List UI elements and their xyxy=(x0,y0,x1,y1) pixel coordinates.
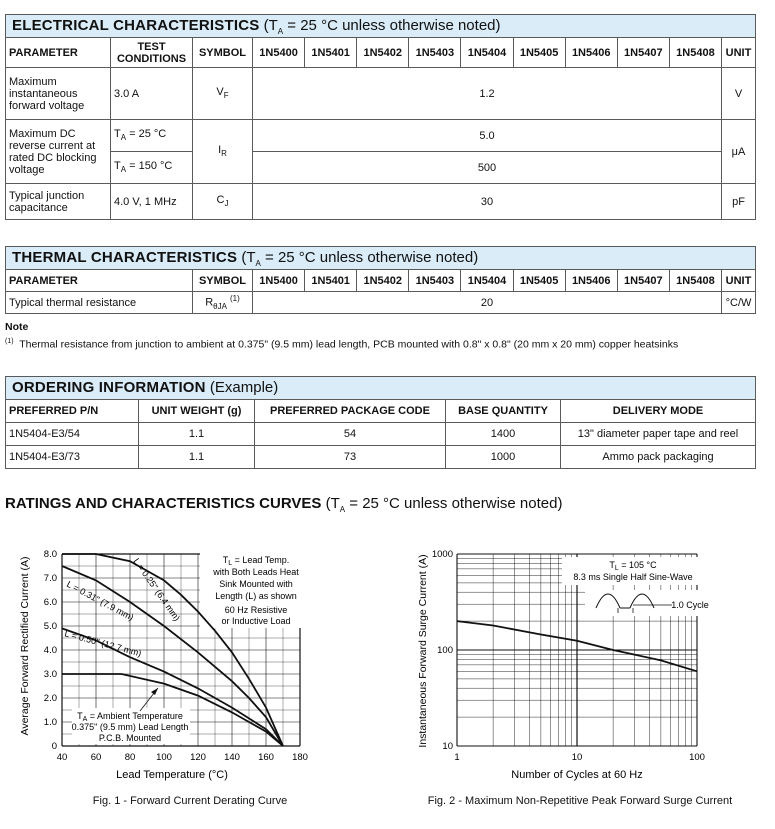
fig1-curve-label-025: L = 0.25" (6.4 mm) xyxy=(131,556,183,623)
cell-pn: 1N5404-E3/54 xyxy=(6,423,139,446)
fig1-ytick-label: 3.0 xyxy=(43,669,57,680)
row-symbol: $V_F$ xyxy=(193,68,253,120)
fig1-xtick-label: 40 xyxy=(56,752,68,763)
col-unit: UNIT xyxy=(722,270,756,292)
ordering-title: ORDERING INFORMATION xyxy=(12,379,206,396)
col-part: 1N5401 xyxy=(305,38,357,68)
fig2-xtick-label: 10 xyxy=(571,752,583,763)
thermal-title: THERMAL CHARACTERISTICS xyxy=(12,249,238,266)
svg-text:Sink Mounted with: Sink Mounted with xyxy=(219,579,293,589)
fig2-ytick-label: 1000 xyxy=(431,549,453,560)
row-unit: μA xyxy=(722,120,756,184)
fig2-ytick-label: 10 xyxy=(442,741,453,752)
ordering-subtitle: (Example) xyxy=(209,379,279,396)
fig2-annotation xyxy=(562,557,710,616)
row-unit: °C/W xyxy=(722,292,756,314)
fig1-ytick-label: 4.0 xyxy=(43,645,57,656)
cell-delivery-mode: 13" diameter paper tape and reel xyxy=(561,423,756,446)
cell-pn: 1N5404-E3/73 xyxy=(6,446,139,469)
col-part: 1N5402 xyxy=(357,38,409,68)
row-value: 20 xyxy=(253,292,722,314)
fig1-xtick-label: 160 xyxy=(258,752,274,763)
fig1-xtick-label: 60 xyxy=(90,752,102,763)
row-unit: V xyxy=(722,68,756,120)
thermal-table xyxy=(5,269,756,314)
col-part: 1N5401 xyxy=(305,270,357,292)
col-package-code: PREFERRED PACKAGE CODE xyxy=(255,400,446,423)
fig1-arrowhead xyxy=(151,688,158,695)
svg-text:1.0 Cycle: 1.0 Cycle xyxy=(671,600,709,610)
fig1-xtick-label: 80 xyxy=(124,752,136,763)
fig1-xtick-label: 100 xyxy=(156,752,172,763)
row-value: 500 xyxy=(253,152,722,184)
table-row xyxy=(6,446,756,469)
electrical-characteristics-section xyxy=(5,14,756,220)
col-symbol: SYMBOL xyxy=(193,270,253,292)
col-part: 1N5400 xyxy=(253,38,305,68)
note-label: Note xyxy=(5,321,29,333)
col-symbol: SYMBOL xyxy=(193,38,253,68)
fig1-ytick-label: 0 xyxy=(51,741,57,752)
row-param: Maximum DC reverse current at rated DC blocking voltage xyxy=(6,120,111,184)
fig1-ytick-label: 7.0 xyxy=(43,573,57,584)
svg-text:TA = Ambient Temperature: $T_A$ = Ambient Temperature xyxy=(77,711,183,723)
col-part: 1N5408 xyxy=(669,38,721,68)
thermal-header-row xyxy=(6,270,756,292)
col-base-quantity: BASE QUANTITY xyxy=(446,400,561,423)
fig2-xtick-label: 1 xyxy=(454,752,460,763)
row-test: 4.0 V, 1 MHz xyxy=(111,184,193,220)
fig1-ylabel: Average Forward Rectified Current (A) xyxy=(19,556,31,736)
col-part: 1N5406 xyxy=(565,38,617,68)
col-part: 1N5400 xyxy=(253,270,305,292)
svg-text:P.C.B. Mounted: P.C.B. Mounted xyxy=(98,733,162,743)
svg-text:60 Hz Resistive: 60 Hz Resistive xyxy=(224,605,288,615)
table-row xyxy=(6,292,756,314)
row-value: 5.0 xyxy=(253,120,722,152)
fig1-curve-label-031: L = 0.31" (7.9 mm) xyxy=(65,578,136,623)
cell-base-quantity: 1400 xyxy=(446,423,561,446)
electrical-header xyxy=(5,14,756,37)
row-symbol: $I_R$ xyxy=(193,120,253,184)
table-row xyxy=(6,152,756,184)
col-part: 1N5404 xyxy=(461,38,513,68)
thermal-conditions: ($T_A = 25$ °C unless otherwise noted) xyxy=(241,249,479,268)
table-row xyxy=(6,68,756,120)
ordering-header xyxy=(5,376,756,399)
row-test: $T_A = 150$ °C xyxy=(111,152,193,184)
col-part: 1N5405 xyxy=(513,270,565,292)
ordering-information-section xyxy=(5,376,756,469)
row-param: Maximum instantaneous forward voltage xyxy=(6,68,111,120)
curves-title: RATINGS AND CHARACTERISTICS CURVES ($T_A = 25$ °C unless otherwise noted) xyxy=(5,495,563,514)
row-param: Typical thermal resistance xyxy=(6,292,193,314)
row-value: 30 xyxy=(253,184,722,220)
fig1-xlabel: Lead Temperature (°C) xyxy=(116,769,228,781)
fig1-xtick-label: 140 xyxy=(224,752,240,763)
col-delivery-mode: DELIVERY MODE xyxy=(561,400,756,423)
svg-text:or Inductive Load: or Inductive Load xyxy=(221,616,291,626)
fig2-xlabel: Number of Cycles at 60 Hz xyxy=(511,769,643,781)
fig2-ylabel: Instantaneous Forward Surge Current (A) xyxy=(417,554,429,748)
fig2-surge-chart xyxy=(400,540,775,790)
col-part: 1N5406 xyxy=(565,270,617,292)
svg-text:0.375" (9.5 mm) Lead Length: 0.375" (9.5 mm) Lead Length xyxy=(71,722,189,732)
row-param: Typical junction capacitance xyxy=(6,184,111,220)
row-test: 3.0 A xyxy=(111,68,193,120)
ordering-table xyxy=(5,399,756,469)
fig1-ytick-label: 2.0 xyxy=(43,693,57,704)
fig1-caption: Fig. 1 - Forward Current Derating Curve xyxy=(92,795,288,807)
col-part: 1N5404 xyxy=(461,270,513,292)
col-unit: UNIT xyxy=(722,38,756,68)
fig1-xtick-label: 180 xyxy=(292,752,308,763)
row-test: $T_A = 25$ °C xyxy=(111,120,193,152)
fig1-ytick-label: 1.0 xyxy=(43,717,57,728)
col-test-conditions: TEST CONDITIONS xyxy=(111,38,193,68)
fig1-xtick-label: 120 xyxy=(190,752,206,763)
note-text: $^{(1)}$ Thermal resistance from junction to ambient at 0.375" (9.5 mm) lead length, PCB mounted with 0.8" x 0.8" (20 mm x 20 mm) copper heatsinks xyxy=(5,338,679,351)
cell-delivery-mode: Ammo pack packaging xyxy=(561,446,756,469)
fig2-ytick-label: 100 xyxy=(437,645,453,656)
thermal-header xyxy=(5,246,756,269)
cell-package-code: 54 xyxy=(255,423,446,446)
row-symbol: $R_{\theta JA}$ $^{(1)}$ xyxy=(193,292,253,314)
fig1-curve-label-050: L = 0.50" (12.7 mm) xyxy=(63,628,143,659)
row-value: 1.2 xyxy=(253,68,722,120)
table-row xyxy=(6,184,756,220)
svg-text:8.3 ms Single Half Sine-Wave: 8.3 ms Single Half Sine-Wave xyxy=(573,572,693,582)
col-weight: UNIT WEIGHT (g) xyxy=(139,400,255,423)
electrical-title: ELECTRICAL CHARACTERISTICS xyxy=(12,17,260,34)
svg-text:Length (L) as shown: Length (L) as shown xyxy=(215,591,297,601)
col-part: 1N5408 xyxy=(669,270,721,292)
cell-weight: 1.1 xyxy=(139,423,255,446)
fig2-xtick-label: 100 xyxy=(689,752,705,763)
svg-text:TL = 105 °C: $T_L = 105$ °C xyxy=(609,560,657,572)
table-row xyxy=(6,120,756,152)
fig1-ytick-label: 5.0 xyxy=(43,621,57,632)
col-parameter: PARAMETER xyxy=(6,270,193,292)
ordering-header-row xyxy=(6,400,756,423)
electrical-conditions: ($T_A = 25$ °C unless otherwise noted) xyxy=(263,17,501,36)
cell-weight: 1.1 xyxy=(139,446,255,469)
col-part: 1N5403 xyxy=(409,38,461,68)
electrical-header-row xyxy=(6,38,756,68)
cell-package-code: 73 xyxy=(255,446,446,469)
col-part: 1N5405 xyxy=(513,38,565,68)
col-part: 1N5402 xyxy=(357,270,409,292)
col-pn: PREFERRED P/N xyxy=(6,400,139,423)
electrical-table xyxy=(5,37,756,220)
row-unit: pF xyxy=(722,184,756,220)
col-parameter: PARAMETER xyxy=(6,38,111,68)
fig1-ytick-label: 6.0 xyxy=(43,597,57,608)
col-part: 1N5407 xyxy=(617,270,669,292)
thermal-characteristics-section xyxy=(5,246,756,314)
cell-base-quantity: 1000 xyxy=(446,446,561,469)
fig1-derating-chart xyxy=(0,540,380,790)
svg-text:with Both Leads Heat: with Both Leads Heat xyxy=(213,567,299,577)
col-part: 1N5403 xyxy=(409,270,461,292)
row-symbol: $C_J$ xyxy=(193,184,253,220)
table-row xyxy=(6,423,756,446)
svg-text:TL = Lead Temp.: $T_L$ = Lead Temp. xyxy=(222,555,290,567)
fig1-ytick-label: 8.0 xyxy=(43,549,57,560)
fig2-caption: Fig. 2 - Maximum Non-Repetitive Peak Forward Surge Current xyxy=(427,795,733,807)
col-part: 1N5407 xyxy=(617,38,669,68)
